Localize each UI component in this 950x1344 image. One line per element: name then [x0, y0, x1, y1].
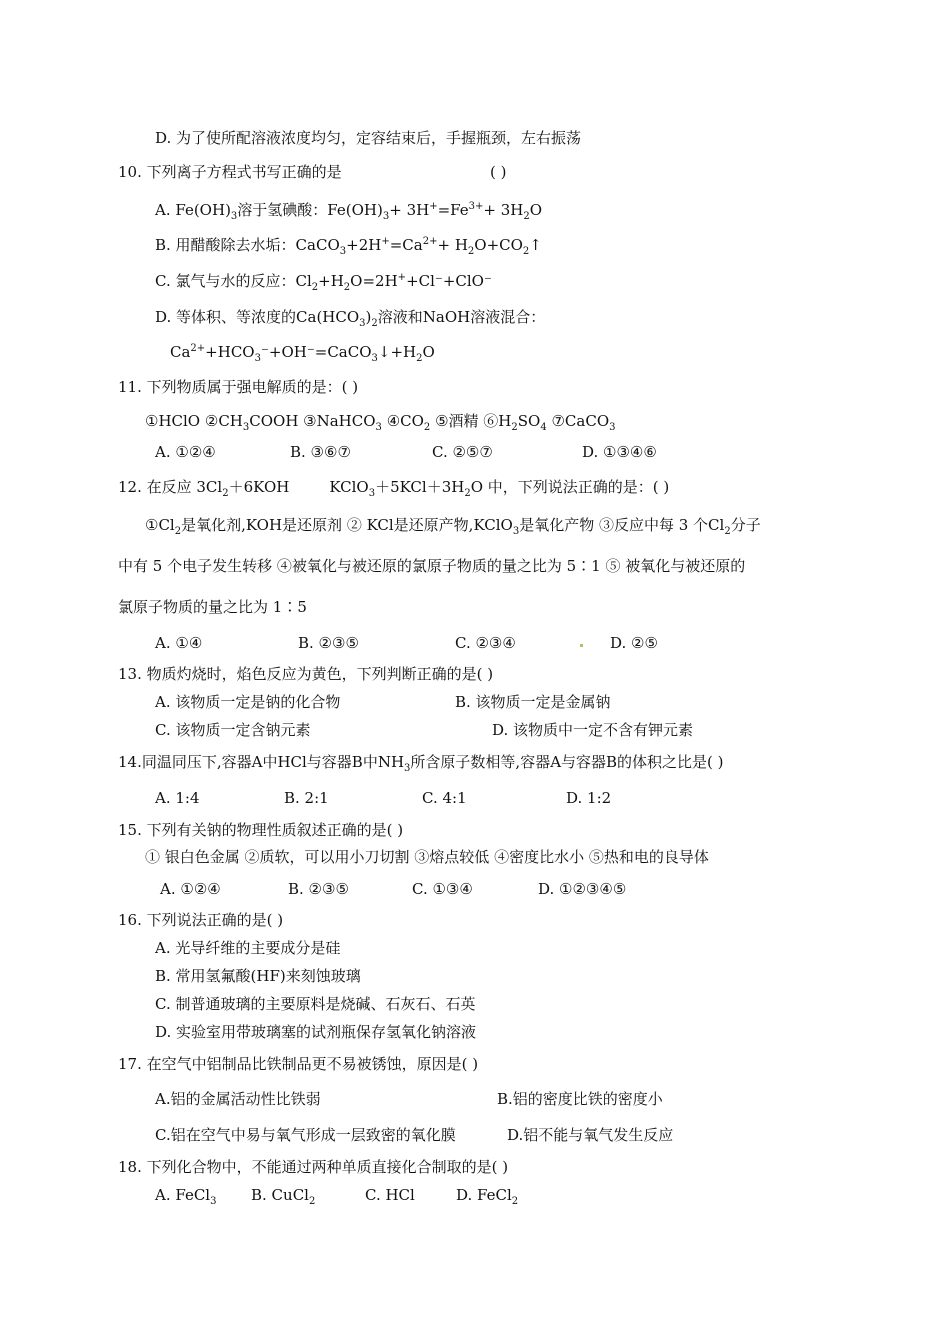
q15-option-a: A. ①②④	[160, 880, 221, 898]
q18-stem: 18. 下列化合物中，不能通过两种单质直接化合制取的是( )	[118, 1158, 509, 1176]
q11-stem: 11. 下列物质属于强电解质的是：( )	[118, 378, 359, 396]
q15-items: ① 银白色金属 ②质软，可以用小刀切割 ③熔点较低 ④密度比水小 ⑤热和电的良导体	[145, 848, 709, 866]
q12-option-a: A. ①④	[155, 634, 203, 652]
q10-stem: 10. 下列离子方程式书写正确的是	[118, 163, 342, 181]
q11-items: ①HClO $②CH_3COOH$ ③NaHCO$_3$ $④CO_2$ ⑤酒精 $⑥H_2SO_4$ ⑦CaCO$_3$	[145, 412, 616, 433]
q12-option-d: D. ②⑤	[610, 634, 658, 652]
q12-option-c: C. ②③④	[455, 634, 516, 652]
q13-option-a: A. 该物质一定是钠的化合物	[155, 693, 341, 711]
q12-option-b: B. ②③⑤	[298, 634, 359, 652]
q9-option-d: D. 为了使所配溶液浓度均匀，定容结束后，手握瓶颈，左右振荡	[155, 129, 582, 147]
q14-stem: 14.同温同压下,容器A中HCl与容器B中$NH_3$所含原子数相等,容器A与容器B的体积之比是( )	[118, 753, 724, 774]
q13-option-b: B. 该物质一定是金属钠	[455, 693, 611, 711]
q11-option-a: A. ①②④	[155, 443, 216, 461]
q15-option-c: C. ①③④	[412, 880, 473, 898]
q14-option-b: B. 2:1	[284, 789, 329, 807]
q16-option-b: B. 常用氢氟酸(HF)来刻蚀玻璃	[155, 967, 361, 985]
q15-stem: 15. 下列有关钠的物理性质叙述正确的是( )	[118, 821, 404, 839]
stray-mark	[580, 644, 583, 647]
q10-option-d: D. 等体积、等浓度的$Ca(HCO_3)_2$溶液和NaOH溶液混合：	[155, 308, 546, 329]
q12-statements-line1: $①Cl_2$是氧化剂,KOH是还原剂 ② KCl是还原产物,KClO$_3$是氧化产物 ③反应中每 3 个$Cl_2$分子	[145, 516, 761, 537]
q17-option-c: C.铝在空气中易与氧气形成一层致密的氧化膜	[155, 1126, 456, 1144]
reaction-arrow-condition	[289, 478, 329, 498]
q14-option-c: C. 4:1	[422, 789, 467, 807]
q10-option-c: C. 氯气与水的反应：$Cl_2+H_2O=2H^++Cl^-+ClO^-$	[155, 272, 492, 293]
q12-statements-line3: 氯原子物质的量之比为 1∶5	[118, 598, 307, 616]
q17-option-b: B.铝的密度比铁的密度小	[497, 1090, 663, 1108]
q13-stem: 13. 物质灼烧时，焰色反应为黄色，下列判断正确的是( )	[118, 665, 494, 683]
q17-stem: 17. 在空气中铝制品比铁制品更不易被锈蚀，原因是( )	[118, 1055, 479, 1073]
q18-option-c: C. HCl	[365, 1186, 415, 1204]
q18-option-d: D. FeCl$_2$	[456, 1186, 519, 1207]
q10-answer-paren: ( )	[490, 163, 507, 181]
q17-option-a: A.铝的金属活动性比铁弱	[155, 1090, 321, 1108]
q16-option-a: A. 光导纤维的主要成分是硅	[155, 939, 341, 957]
q12-stem: 12. 在反应 $3Cl_2+6KOH$ $KClO_3+5KCl+3H_2O$ 中，下列说法正确的是：( )	[118, 478, 670, 499]
q16-option-d: D. 实验室用带玻璃塞的试剂瓶保存氢氧化钠溶液	[155, 1023, 477, 1041]
q16-stem: 16. 下列说法正确的是( )	[118, 911, 284, 929]
q14-option-a: A. 1:4	[155, 789, 200, 807]
q15-option-b: B. ②③⑤	[288, 880, 349, 898]
q16-option-c: C. 制普通玻璃的主要原料是烧碱、石灰石、石英	[155, 995, 476, 1013]
q10-option-d-equation: $Ca^{2+}+HCO_3^-+OH^-=CaCO_3↓+H_2O$	[170, 343, 435, 364]
q11-option-c: C. ②⑤⑦	[432, 443, 493, 461]
q17-option-d: D.铝不能与氧气发生反应	[507, 1126, 674, 1144]
q14-option-d: D. 1:2	[566, 789, 612, 807]
q13-option-d: D. 该物质中一定不含有钾元素	[492, 721, 694, 739]
q10-option-a: A. $Fe(OH)_3$溶于氢碘酸：$Fe(OH)_3+ 3H^+=Fe^{3+}+ 3H_2O$	[155, 201, 543, 222]
q18-option-b: B. CuCl$_2$	[251, 1186, 316, 1207]
q11-option-d: D. ①③④⑥	[582, 443, 657, 461]
q10-option-b: B. 用醋酸除去水垢：$CaCO_3+2H^+=Ca^{2+}+$ $H_2O+CO_2↑$	[155, 236, 542, 257]
q11-option-b: B. ③⑥⑦	[290, 443, 351, 461]
q18-option-a: A. FeCl$_3$	[155, 1186, 217, 1207]
q15-option-d: D. ①②③④⑤	[538, 880, 627, 898]
q12-statements-line2: 中有 5 个电子发生转移 ④被氧化与被还原的氯原子物质的量之比为 5∶1 ⑤ 被氧化与被还原的	[118, 557, 746, 575]
q13-option-c: C. 该物质一定含钠元素	[155, 721, 311, 739]
